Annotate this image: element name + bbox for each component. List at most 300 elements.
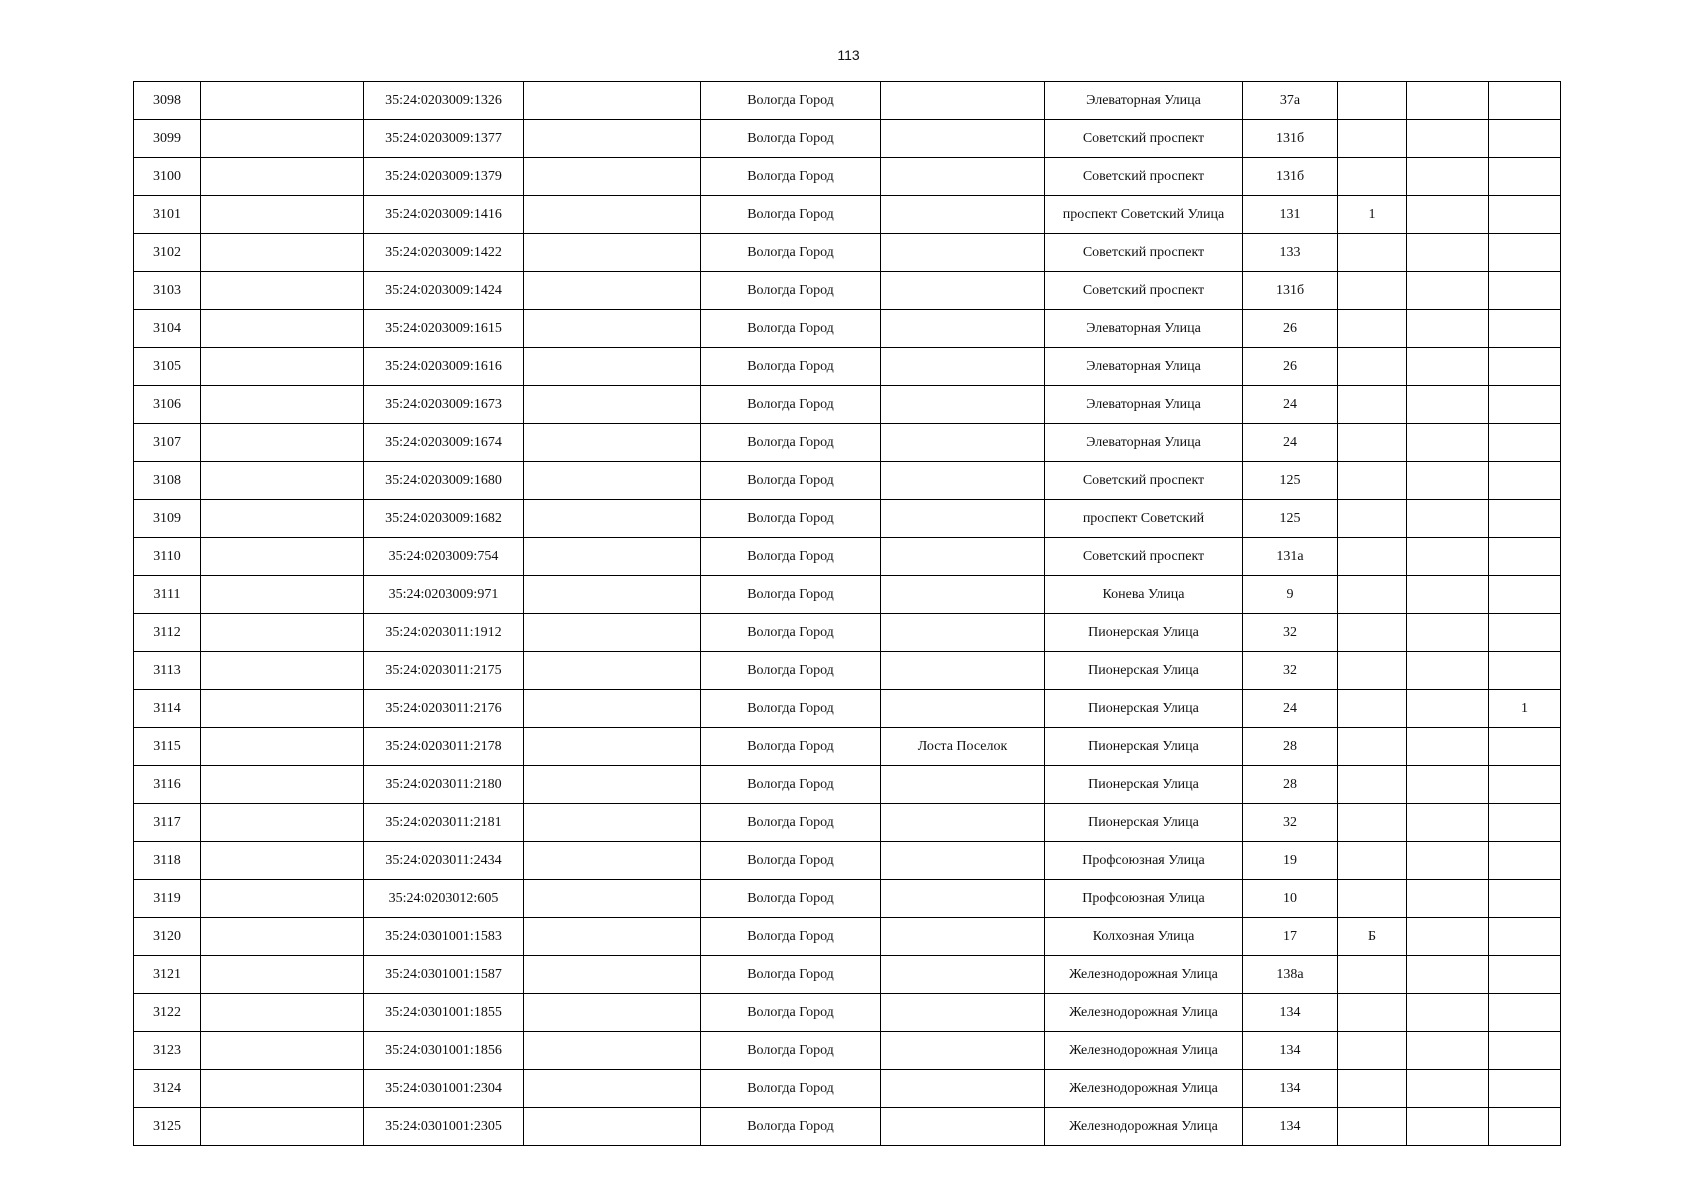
apartment-cell: [1489, 956, 1561, 994]
row-number-cell: 3123: [134, 1032, 201, 1070]
structure-cell: [1407, 462, 1489, 500]
apartment-cell: [1489, 614, 1561, 652]
table-row: [134, 804, 1561, 842]
structure-cell: [1407, 424, 1489, 462]
table-row: [134, 880, 1561, 918]
apartment-cell: [1489, 576, 1561, 614]
row-number-cell: 3120: [134, 918, 201, 956]
house-number-cell: 32: [1243, 804, 1338, 842]
house-number-cell: 24: [1243, 424, 1338, 462]
blank-cell: [524, 1032, 701, 1070]
row-number-cell: 3109: [134, 500, 201, 538]
blank-cell: [201, 424, 364, 462]
blank-cell: [201, 766, 364, 804]
city-cell: Вологда Город: [701, 842, 881, 880]
blank-cell: [524, 82, 701, 120]
structure-cell: [1407, 234, 1489, 272]
row-number-cell: 3118: [134, 842, 201, 880]
street-cell: Советский проспект: [1045, 538, 1243, 576]
structure-cell: [1407, 956, 1489, 994]
cadastral-number-cell: 35:24:0203009:1682: [364, 500, 524, 538]
blank-cell: [201, 956, 364, 994]
street-cell: Советский проспект: [1045, 272, 1243, 310]
settlement-cell: [881, 120, 1045, 158]
structure-cell: [1407, 842, 1489, 880]
blank-cell: [201, 538, 364, 576]
cadastral-number-cell: 35:24:0203009:1680: [364, 462, 524, 500]
table-row: [134, 1108, 1561, 1146]
city-cell: Вологда Город: [701, 690, 881, 728]
cadastral-number-cell: 35:24:0301001:2305: [364, 1108, 524, 1146]
apartment-cell: [1489, 918, 1561, 956]
house-number-cell: 26: [1243, 348, 1338, 386]
settlement-cell: [881, 614, 1045, 652]
building-cell: [1338, 82, 1407, 120]
blank-cell: [201, 652, 364, 690]
table-row: [134, 690, 1561, 728]
blank-cell: [524, 272, 701, 310]
table-row: [134, 272, 1561, 310]
cadastral-number-cell: 35:24:0301001:2304: [364, 1070, 524, 1108]
street-cell: Железнодорожная Улица: [1045, 956, 1243, 994]
street-cell: Пионерская Улица: [1045, 652, 1243, 690]
settlement-cell: [881, 956, 1045, 994]
settlement-cell: [881, 652, 1045, 690]
blank-cell: [201, 234, 364, 272]
apartment-cell: [1489, 120, 1561, 158]
building-cell: [1338, 1108, 1407, 1146]
apartment-cell: [1489, 424, 1561, 462]
building-cell: [1338, 652, 1407, 690]
table-row: [134, 842, 1561, 880]
structure-cell: [1407, 272, 1489, 310]
apartment-cell: [1489, 500, 1561, 538]
cadastral-number-cell: 35:24:0203009:1379: [364, 158, 524, 196]
apartment-cell: [1489, 880, 1561, 918]
table-row: [134, 424, 1561, 462]
apartment-cell: [1489, 842, 1561, 880]
street-cell: Железнодорожная Улица: [1045, 1070, 1243, 1108]
city-cell: Вологда Город: [701, 576, 881, 614]
blank-cell: [524, 842, 701, 880]
cadastral-number-cell: 35:24:0203011:2180: [364, 766, 524, 804]
cadastral-number-cell: 35:24:0203011:2434: [364, 842, 524, 880]
street-cell: Железнодорожная Улица: [1045, 1032, 1243, 1070]
blank-cell: [524, 1070, 701, 1108]
building-cell: [1338, 880, 1407, 918]
table-row: [134, 956, 1561, 994]
apartment-cell: [1489, 386, 1561, 424]
building-cell: [1338, 424, 1407, 462]
structure-cell: [1407, 690, 1489, 728]
registry-table: [133, 81, 1561, 1146]
row-number-cell: 3114: [134, 690, 201, 728]
cadastral-number-cell: 35:24:0301001:1587: [364, 956, 524, 994]
blank-cell: [524, 1108, 701, 1146]
apartment-cell: [1489, 1108, 1561, 1146]
apartment-cell: [1489, 994, 1561, 1032]
row-number-cell: 3104: [134, 310, 201, 348]
house-number-cell: 131б: [1243, 272, 1338, 310]
structure-cell: [1407, 994, 1489, 1032]
city-cell: Вологда Город: [701, 728, 881, 766]
settlement-cell: [881, 766, 1045, 804]
blank-cell: [524, 348, 701, 386]
settlement-cell: [881, 918, 1045, 956]
settlement-cell: [881, 424, 1045, 462]
settlement-cell: [881, 538, 1045, 576]
table-row: [134, 158, 1561, 196]
settlement-cell: [881, 386, 1045, 424]
cadastral-number-cell: 35:24:0203009:971: [364, 576, 524, 614]
apartment-cell: [1489, 804, 1561, 842]
house-number-cell: 131а: [1243, 538, 1338, 576]
table-row: [134, 918, 1561, 956]
blank-cell: [524, 994, 701, 1032]
building-cell: [1338, 462, 1407, 500]
blank-cell: [524, 234, 701, 272]
blank-cell: [201, 1070, 364, 1108]
house-number-cell: 28: [1243, 766, 1338, 804]
structure-cell: [1407, 918, 1489, 956]
city-cell: Вологда Город: [701, 538, 881, 576]
settlement-cell: [881, 82, 1045, 120]
structure-cell: [1407, 158, 1489, 196]
structure-cell: [1407, 120, 1489, 158]
house-number-cell: 24: [1243, 690, 1338, 728]
structure-cell: [1407, 310, 1489, 348]
street-cell: Элеваторная Улица: [1045, 424, 1243, 462]
row-number-cell: 3100: [134, 158, 201, 196]
house-number-cell: 134: [1243, 1070, 1338, 1108]
row-number-cell: 3108: [134, 462, 201, 500]
settlement-cell: [881, 690, 1045, 728]
house-number-cell: 32: [1243, 614, 1338, 652]
table-row: [134, 310, 1561, 348]
blank-cell: [201, 994, 364, 1032]
city-cell: Вологда Город: [701, 196, 881, 234]
structure-cell: [1407, 386, 1489, 424]
blank-cell: [524, 196, 701, 234]
row-number-cell: 3110: [134, 538, 201, 576]
table-row: [134, 82, 1561, 120]
settlement-cell: [881, 576, 1045, 614]
table-row: [134, 386, 1561, 424]
blank-cell: [524, 386, 701, 424]
house-number-cell: 133: [1243, 234, 1338, 272]
blank-cell: [201, 918, 364, 956]
apartment-cell: [1489, 462, 1561, 500]
structure-cell: [1407, 614, 1489, 652]
city-cell: Вологда Город: [701, 272, 881, 310]
table-row: [134, 766, 1561, 804]
house-number-cell: 28: [1243, 728, 1338, 766]
street-cell: Элеваторная Улица: [1045, 82, 1243, 120]
table-row: [134, 728, 1561, 766]
cadastral-number-cell: 35:24:0203009:1326: [364, 82, 524, 120]
settlement-cell: [881, 880, 1045, 918]
street-cell: Колхозная Улица: [1045, 918, 1243, 956]
house-number-cell: 26: [1243, 310, 1338, 348]
cadastral-number-cell: 35:24:0203011:1912: [364, 614, 524, 652]
house-number-cell: 138а: [1243, 956, 1338, 994]
apartment-cell: [1489, 196, 1561, 234]
cadastral-number-cell: 35:24:0203011:2178: [364, 728, 524, 766]
row-number-cell: 3117: [134, 804, 201, 842]
settlement-cell: [881, 1070, 1045, 1108]
row-number-cell: 3107: [134, 424, 201, 462]
building-cell: [1338, 614, 1407, 652]
cadastral-number-cell: 35:24:0203009:1416: [364, 196, 524, 234]
row-number-cell: 3106: [134, 386, 201, 424]
house-number-cell: 134: [1243, 1032, 1338, 1070]
street-cell: Советский проспект: [1045, 158, 1243, 196]
apartment-cell: [1489, 310, 1561, 348]
apartment-cell: [1489, 538, 1561, 576]
blank-cell: [201, 880, 364, 918]
cadastral-number-cell: 35:24:0203009:754: [364, 538, 524, 576]
structure-cell: [1407, 880, 1489, 918]
row-number-cell: 3122: [134, 994, 201, 1032]
blank-cell: [201, 196, 364, 234]
street-cell: Пионерская Улица: [1045, 614, 1243, 652]
building-cell: 1: [1338, 196, 1407, 234]
table-row: [134, 348, 1561, 386]
cadastral-number-cell: 35:24:0203012:605: [364, 880, 524, 918]
building-cell: [1338, 804, 1407, 842]
blank-cell: [524, 158, 701, 196]
settlement-cell: [881, 158, 1045, 196]
blank-cell: [524, 424, 701, 462]
blank-cell: [201, 272, 364, 310]
cadastral-number-cell: 35:24:0203009:1615: [364, 310, 524, 348]
blank-cell: [524, 690, 701, 728]
row-number-cell: 3103: [134, 272, 201, 310]
blank-cell: [201, 1032, 364, 1070]
building-cell: [1338, 1032, 1407, 1070]
row-number-cell: 3105: [134, 348, 201, 386]
building-cell: Б: [1338, 918, 1407, 956]
street-cell: Профсоюзная Улица: [1045, 842, 1243, 880]
settlement-cell: [881, 842, 1045, 880]
apartment-cell: [1489, 652, 1561, 690]
cadastral-number-cell: 35:24:0203009:1674: [364, 424, 524, 462]
blank-cell: [524, 804, 701, 842]
blank-cell: [201, 614, 364, 652]
blank-cell: [524, 120, 701, 158]
house-number-cell: 24: [1243, 386, 1338, 424]
table-row: [134, 538, 1561, 576]
building-cell: [1338, 500, 1407, 538]
settlement-cell: [881, 234, 1045, 272]
street-cell: Советский проспект: [1045, 234, 1243, 272]
blank-cell: [201, 310, 364, 348]
row-number-cell: 3101: [134, 196, 201, 234]
structure-cell: [1407, 1108, 1489, 1146]
street-cell: проспект Советский Улица: [1045, 196, 1243, 234]
settlement-cell: Лоста Поселок: [881, 728, 1045, 766]
cadastral-number-cell: 35:24:0203011:2181: [364, 804, 524, 842]
row-number-cell: 3098: [134, 82, 201, 120]
blank-cell: [201, 576, 364, 614]
street-cell: Конева Улица: [1045, 576, 1243, 614]
city-cell: Вологда Город: [701, 880, 881, 918]
row-number-cell: 3113: [134, 652, 201, 690]
street-cell: Советский проспект: [1045, 120, 1243, 158]
table-row: [134, 614, 1561, 652]
building-cell: [1338, 576, 1407, 614]
city-cell: Вологда Город: [701, 766, 881, 804]
apartment-cell: [1489, 1070, 1561, 1108]
blank-cell: [524, 538, 701, 576]
settlement-cell: [881, 1032, 1045, 1070]
structure-cell: [1407, 348, 1489, 386]
blank-cell: [201, 348, 364, 386]
city-cell: Вологда Город: [701, 158, 881, 196]
blank-cell: [201, 120, 364, 158]
house-number-cell: 32: [1243, 652, 1338, 690]
structure-cell: [1407, 500, 1489, 538]
row-number-cell: 3111: [134, 576, 201, 614]
settlement-cell: [881, 348, 1045, 386]
blank-cell: [524, 766, 701, 804]
city-cell: Вологда Город: [701, 614, 881, 652]
building-cell: [1338, 538, 1407, 576]
cadastral-number-cell: 35:24:0203011:2176: [364, 690, 524, 728]
blank-cell: [524, 500, 701, 538]
blank-cell: [524, 728, 701, 766]
street-cell: Элеваторная Улица: [1045, 310, 1243, 348]
table-row: [134, 462, 1561, 500]
blank-cell: [201, 690, 364, 728]
city-cell: Вологда Город: [701, 500, 881, 538]
house-number-cell: 125: [1243, 500, 1338, 538]
house-number-cell: 134: [1243, 1108, 1338, 1146]
blank-cell: [201, 386, 364, 424]
row-number-cell: 3102: [134, 234, 201, 272]
apartment-cell: 1: [1489, 690, 1561, 728]
city-cell: Вологда Город: [701, 652, 881, 690]
apartment-cell: [1489, 1032, 1561, 1070]
settlement-cell: [881, 310, 1045, 348]
street-cell: Железнодорожная Улица: [1045, 994, 1243, 1032]
table-row: [134, 1070, 1561, 1108]
blank-cell: [524, 918, 701, 956]
city-cell: Вологда Город: [701, 1108, 881, 1146]
table-row: [134, 120, 1561, 158]
structure-cell: [1407, 538, 1489, 576]
structure-cell: [1407, 576, 1489, 614]
building-cell: [1338, 120, 1407, 158]
blank-cell: [201, 462, 364, 500]
building-cell: [1338, 158, 1407, 196]
street-cell: Пионерская Улица: [1045, 728, 1243, 766]
house-number-cell: 134: [1243, 994, 1338, 1032]
row-number-cell: 3125: [134, 1108, 201, 1146]
street-cell: Профсоюзная Улица: [1045, 880, 1243, 918]
city-cell: Вологда Город: [701, 348, 881, 386]
city-cell: Вологда Город: [701, 310, 881, 348]
house-number-cell: 19: [1243, 842, 1338, 880]
apartment-cell: [1489, 234, 1561, 272]
row-number-cell: 3112: [134, 614, 201, 652]
house-number-cell: 10: [1243, 880, 1338, 918]
house-number-cell: 131: [1243, 196, 1338, 234]
city-cell: Вологда Город: [701, 1032, 881, 1070]
table-row: [134, 576, 1561, 614]
row-number-cell: 3124: [134, 1070, 201, 1108]
blank-cell: [524, 310, 701, 348]
settlement-cell: [881, 1108, 1045, 1146]
structure-cell: [1407, 804, 1489, 842]
table-row: [134, 994, 1561, 1032]
blank-cell: [524, 576, 701, 614]
city-cell: Вологда Город: [701, 120, 881, 158]
table-row: [134, 1032, 1561, 1070]
house-number-cell: 17: [1243, 918, 1338, 956]
blank-cell: [201, 804, 364, 842]
city-cell: Вологда Город: [701, 234, 881, 272]
cadastral-number-cell: 35:24:0301001:1583: [364, 918, 524, 956]
city-cell: Вологда Город: [701, 1070, 881, 1108]
apartment-cell: [1489, 728, 1561, 766]
table-row: [134, 196, 1561, 234]
street-cell: проспект Советский: [1045, 500, 1243, 538]
table-row: [134, 500, 1561, 538]
blank-cell: [524, 880, 701, 918]
building-cell: [1338, 386, 1407, 424]
structure-cell: [1407, 1032, 1489, 1070]
blank-cell: [201, 1108, 364, 1146]
structure-cell: [1407, 1070, 1489, 1108]
building-cell: [1338, 728, 1407, 766]
building-cell: [1338, 234, 1407, 272]
structure-cell: [1407, 82, 1489, 120]
cadastral-number-cell: 35:24:0301001:1856: [364, 1032, 524, 1070]
settlement-cell: [881, 994, 1045, 1032]
city-cell: Вологда Город: [701, 804, 881, 842]
house-number-cell: 131б: [1243, 120, 1338, 158]
building-cell: [1338, 272, 1407, 310]
street-cell: Советский проспект: [1045, 462, 1243, 500]
street-cell: Пионерская Улица: [1045, 804, 1243, 842]
registry-body: [134, 82, 1561, 1146]
cadastral-number-cell: 35:24:0203009:1616: [364, 348, 524, 386]
apartment-cell: [1489, 766, 1561, 804]
street-cell: Элеваторная Улица: [1045, 386, 1243, 424]
city-cell: Вологда Город: [701, 918, 881, 956]
cadastral-number-cell: 35:24:0203009:1424: [364, 272, 524, 310]
building-cell: [1338, 1070, 1407, 1108]
structure-cell: [1407, 196, 1489, 234]
apartment-cell: [1489, 348, 1561, 386]
building-cell: [1338, 348, 1407, 386]
structure-cell: [1407, 728, 1489, 766]
blank-cell: [524, 956, 701, 994]
building-cell: [1338, 842, 1407, 880]
page-number: 113: [837, 47, 860, 63]
settlement-cell: [881, 804, 1045, 842]
cadastral-number-cell: 35:24:0301001:1855: [364, 994, 524, 1032]
city-cell: Вологда Город: [701, 424, 881, 462]
building-cell: [1338, 690, 1407, 728]
street-cell: Пионерская Улица: [1045, 766, 1243, 804]
street-cell: Пионерская Улица: [1045, 690, 1243, 728]
blank-cell: [201, 842, 364, 880]
street-cell: Элеваторная Улица: [1045, 348, 1243, 386]
blank-cell: [201, 728, 364, 766]
apartment-cell: [1489, 158, 1561, 196]
